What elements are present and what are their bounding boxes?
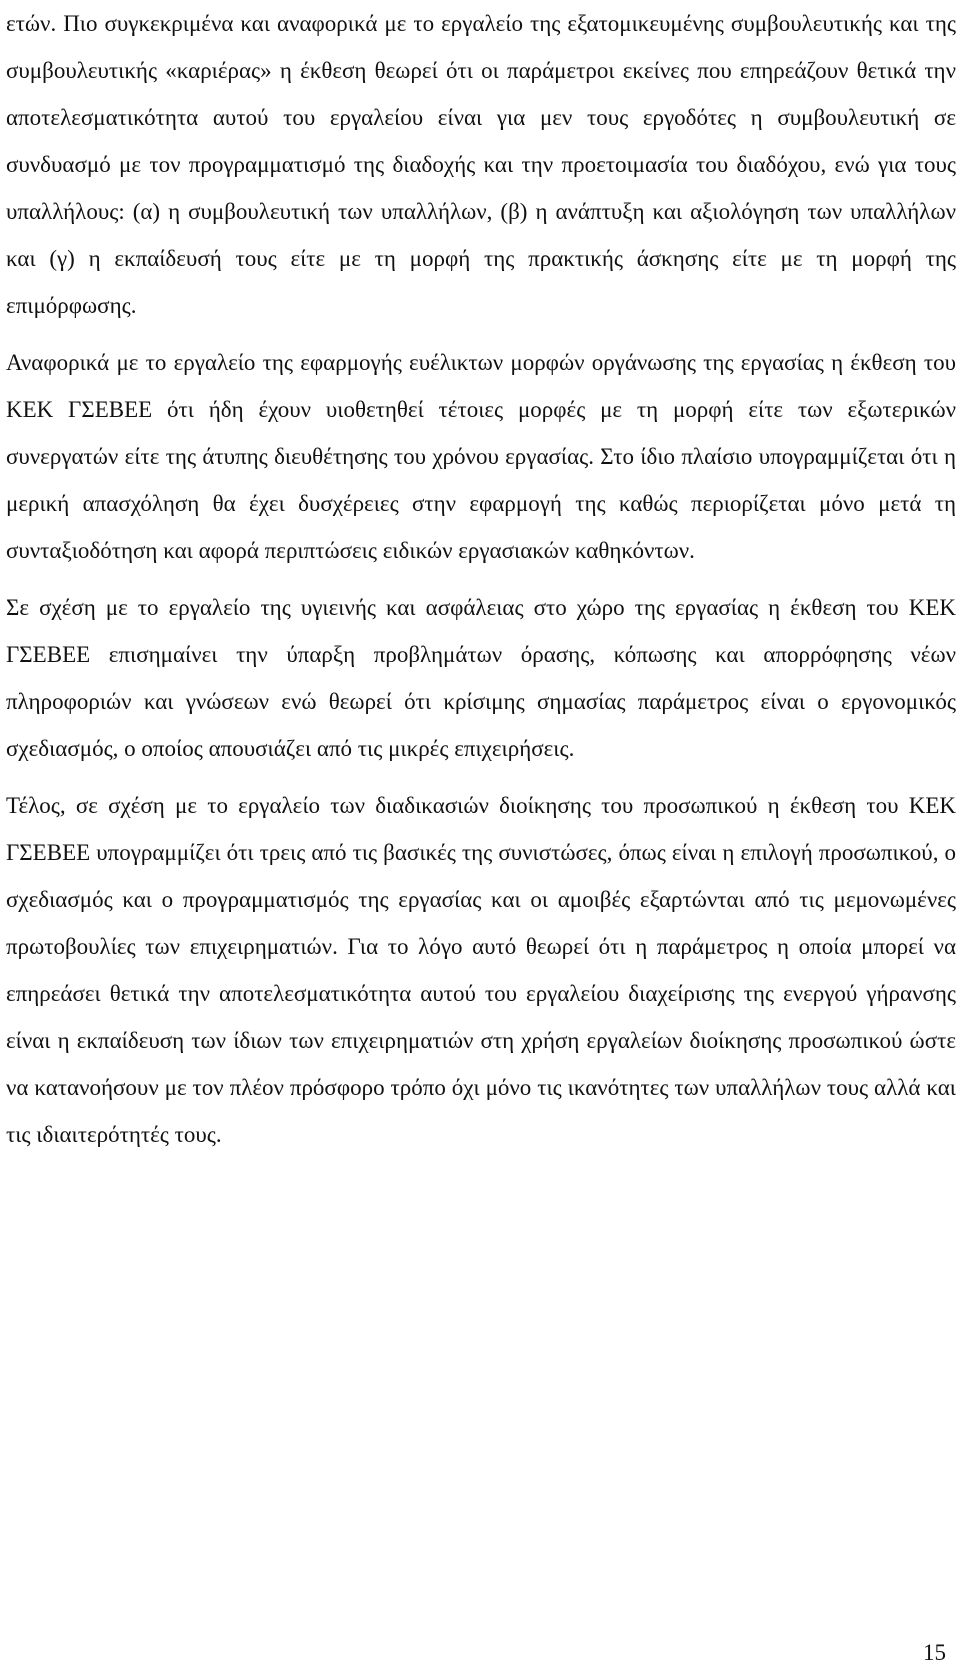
- paragraph-3: Σε σχέση με το εργαλείο της υγιεινής και ασφάλειας στο χώρο της εργασίας η έκθεση του ΚΕΚ ΓΣΕΒΕΕ επισημαίνει την ύπαρξη προβλημάτων όρασης, κόπωσης και απορρόφησης νέων πληροφοριών και γνώσεων ενώ θεωρεί ότι κρίσιμης σημασίας παράμετρος είναι ο εργονομικός σχεδιασμός, ο οποίος απουσιάζει από τις μικρές επιχειρήσεις.: [6, 595, 956, 761]
- page-number: 15: [923, 1640, 946, 1665]
- paragraph-4: Τέλος, σε σχέση με το εργαλείο των διαδικασιών διοίκησης του προσωπικού η έκθεση του ΚΕΚ ΓΣΕΒΕΕ υπογραμμίζει ότι τρεις από τις βασικές της συνιστώσες, όπως είναι η επιλογή προσωπικού, ο σχεδιασμός και ο προγραμματισμός της εργασίας και οι αμοιβές εξαρτώνται από τις μεμονωμένες πρωτοβουλίες των επιχειρηματιών. Για το λόγο αυτό θεωρεί ότι η παράμετρος η οποία μπορεί να επηρεάσει θετικά την αποτελεσματικότητα αυτού του εργαλείου διαχείρισης της ενεργού γήρανσης είναι η εκπαίδευση των ίδιων των επιχειρηματιών στη χρήση εργαλείων διοίκησης προσωπικού ώστε να κατανοήσουν με τον πλέον πρόσφορο τρόπο όχι μόνο τις ικανότητες των υπαλλήλων τους αλλά και τις ιδιαιτερότητές τους.: [6, 793, 956, 1147]
- paragraph-2: Αναφορικά με το εργαλείο της εφαρμογής ευέλικτων μορφών οργάνωσης της εργασίας η έκθεση του ΚΕΚ ΓΣΕΒΕΕ ότι ήδη έχουν υιοθετηθεί τέτοιες μορφές με τη μορφή είτε των εξωτερικών συνεργατών είτε της άτυπης διευθέτησης του χρόνου εργασίας. Στο ίδιο πλαίσιο υπογραμμίζεται ότι η μερική απασχόληση θα έχει δυσχέρειες στην εφαρμογή της καθώς περιορίζεται μόνο μετά τη συνταξιοδότηση και αφορά περιπτώσεις ειδικών εργασιακών καθηκόντων.: [6, 350, 956, 563]
- paragraph-1: ετών. Πιο συγκεκριμένα και αναφορικά με το εργαλείο της εξατομικευμένης συμβουλευτικής και της συμβουλευτικής «καριέρας» η έκθεση θεωρεί ότι οι παράμετροι εκείνες που επηρεάζουν θετικά την αποτελεσματικότητα αυτού του εργαλείου είναι για μεν τους εργοδότες η συμβουλευτική σε συνδυασμό με τον προγραμματισμό της διαδοχής και την προετοιμασία του διαδόχου, ενώ για τους υπαλλήλους: (α) η συμβουλευτική των υπαλλήλων, (β) η ανάπτυξη και αξιολόγηση των υπαλλήλων και (γ) η εκπαίδευσή τους είτε με τη μορφή της πρακτικής άσκησης είτε με τη μορφή της επιμόρφωσης.: [6, 11, 956, 318]
- body-text: [6, 0, 956, 1158]
